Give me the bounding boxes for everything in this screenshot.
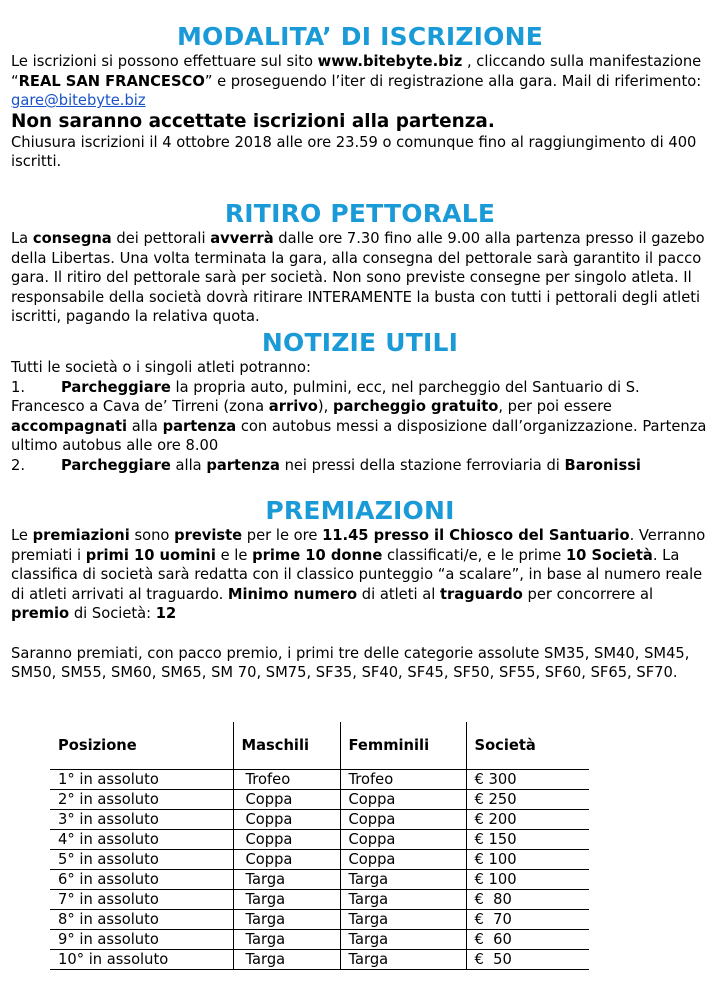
section-title-notizie: NOTIZIE UTILI — [261, 328, 459, 357]
prize-table — [50, 722, 589, 970]
cell-societa: € 300 — [466, 770, 589, 790]
column-header-posizione: Posizione — [50, 722, 233, 770]
cell-posizione: 4° in assoluto — [50, 830, 233, 850]
text: alla — [170, 456, 207, 474]
item-number: 2. — [11, 456, 26, 474]
cell-maschili: Targa — [233, 870, 340, 890]
cell-posizione: 3° in assoluto — [50, 810, 233, 830]
text: , per poi essere — [498, 398, 612, 416]
cell-posizione: 6° in assoluto — [50, 870, 233, 890]
cell-femminili: Coppa — [340, 810, 466, 830]
table-row — [50, 850, 589, 870]
bold-text: primi 10 uomini — [85, 546, 216, 564]
section-title-ritiro: RITIRO PETTORALE — [224, 199, 496, 228]
column-header-maschili: Maschili — [233, 722, 340, 770]
bold-text: traguardo — [439, 585, 523, 603]
email-link[interactable]: gare@bitebyte.biz — [11, 92, 146, 110]
table-row — [50, 830, 589, 850]
cell-maschili: Coppa — [233, 790, 340, 810]
bold-text: Parcheggiare — [61, 378, 171, 396]
text: dalle ore 7.30 fino alle 9.00 alla partenza presso il gazebo della Libertas. Una volta terminata la gara, alla consegna del pettorale sarà garantito il pacco gara. Il ritiro del pettorale sarà per società. Non sono previste consegne per singolo atleta. Il responsabile della società dovrà ritirare INTERAMENTE la busta con tutti i pettorali degli atleti iscritti, pagando la relativa quota. — [11, 230, 705, 326]
bold-text: premiazioni — [32, 527, 130, 544]
bold-text: 12 — [155, 605, 177, 623]
table-row — [50, 930, 589, 950]
cell-femminili: Coppa — [340, 790, 466, 810]
text: sono — [129, 527, 175, 544]
cell-maschili: Coppa — [233, 830, 340, 850]
cell-femminili: Coppa — [340, 830, 466, 850]
text: per concorrere al — [522, 585, 654, 603]
bold-text: parcheggio gratuito — [332, 398, 499, 416]
table-row — [50, 870, 589, 890]
text: per le ore — [242, 527, 323, 544]
bold-text: previste — [174, 527, 243, 544]
closing-paragraph: Chiusura iscrizioni il 4 ottobre 2018 alle ore 23.59 o comunque fino al raggiungimento di 400 iscritti. — [11, 133, 697, 171]
text: di Società: — [69, 605, 156, 623]
cell-societa: € 100 — [466, 850, 589, 870]
text: dei pettorali — [111, 230, 211, 247]
bold-text: Minimo numero — [227, 585, 358, 603]
warning-text: Non saranno accettate iscrizioni alla partenza. — [11, 110, 495, 132]
table-row — [50, 810, 589, 830]
table-row — [50, 910, 589, 930]
text: Le — [11, 527, 33, 544]
cell-posizione: 10° in assoluto — [50, 950, 233, 970]
bold-text: arrivo — [268, 398, 318, 416]
notizie-item-1 — [0, 378, 720, 456]
cell-posizione: 2° in assoluto — [50, 790, 233, 810]
prize-table-body — [50, 770, 589, 970]
event-name: REAL SAN FRANCESCO — [18, 72, 205, 90]
bold-text: Baronissi — [564, 456, 641, 474]
section-premiazioni — [0, 496, 720, 683]
column-header-societa: Società — [474, 737, 536, 754]
categories-paragraph: Saranno premiati, con pacco premio, i primi tre delle categorie assolute SM35, SM40, SM45, SM50, SM55, SM60, SM65, SM 70, SM75, SF35, SF40, SF45, SF50, SF55, SF60, SF65, SF70. — [11, 644, 690, 682]
section-notizie — [0, 328, 720, 476]
text: La — [11, 230, 33, 247]
cell-femminili: Targa — [340, 890, 466, 910]
text: classificati/e, e le prime — [382, 546, 566, 564]
section-ritiro — [0, 199, 720, 327]
cell-posizione: 7° in assoluto — [50, 890, 233, 910]
notizie-item-2 — [0, 456, 720, 476]
table-row — [50, 890, 589, 910]
text: Le iscrizioni si possono effettuare sul sito — [11, 53, 318, 70]
cell-posizione: 8° in assoluto — [50, 910, 233, 930]
text: e le — [215, 546, 253, 564]
cell-femminili: Targa — [340, 870, 466, 890]
bold-text: Parcheggiare — [61, 456, 171, 474]
bold-text: 11.45 presso il Chiosco del Santuario — [322, 527, 630, 544]
text: . Verranno premiati i — [11, 527, 706, 564]
bold-text: 10 Società — [565, 546, 653, 564]
cell-posizione: 5° in assoluto — [50, 850, 233, 870]
cell-femminili: Targa — [340, 950, 466, 970]
cell-femminili: Targa — [340, 910, 466, 930]
text: , cliccando sulla manifestazione “ — [11, 53, 702, 90]
item-number: 1. — [11, 378, 26, 396]
bold-text: prime 10 donne — [252, 546, 383, 564]
cell-maschili: Targa — [233, 910, 340, 930]
text: nei pressi della stazione ferroviaria di — [279, 456, 565, 474]
text: di atleti al — [357, 585, 440, 603]
text: . La classifica di società sarà redatta con il classico punteggio “a scalare”, in base al numero reale di atleti arrivati al traguardo. — [11, 546, 703, 603]
ritiro-paragraph — [0, 229, 720, 327]
cell-societa: € 60 — [466, 930, 589, 950]
table-header-row — [50, 722, 589, 770]
cell-maschili: Targa — [233, 890, 340, 910]
cell-maschili: Coppa — [233, 810, 340, 830]
cell-maschili: Targa — [233, 950, 340, 970]
cell-societa: € 80 — [466, 890, 589, 910]
column-header-femminili: Femminili — [340, 722, 466, 770]
cell-posizione: 9° in assoluto — [50, 930, 233, 950]
section-title-modalita: MODALITA’ DI ISCRIZIONE — [176, 22, 544, 51]
bold-text: accompagnati — [11, 417, 128, 435]
text: la propria auto, pulmini, ecc, nel parcheggio del Santuario di S. Francesco a Cava de’ Tirreni (zona — [11, 378, 640, 416]
cell-societa: € 250 — [466, 790, 589, 810]
text: ), — [317, 398, 333, 416]
table-row — [50, 950, 589, 970]
table-row — [50, 770, 589, 790]
bold-text: partenza — [162, 417, 237, 435]
cell-societa: € 150 — [466, 830, 589, 850]
section-modalita — [0, 22, 720, 172]
cell-societa: € 200 — [466, 810, 589, 830]
cell-femminili: Trofeo — [340, 770, 466, 790]
cell-societa: € 50 — [466, 950, 589, 970]
cell-societa: € 100 — [466, 870, 589, 890]
text: alla — [127, 417, 163, 435]
bold-text: consegna — [32, 230, 112, 247]
site-name: www.bitebyte.biz — [317, 53, 463, 70]
premiazioni-paragraph — [0, 526, 720, 624]
text: ” e proseguendo l’iter di registrazione alla gara. Mail di riferimento: — [204, 72, 702, 90]
table-row — [50, 790, 589, 810]
bold-text: avverrà — [210, 230, 274, 247]
bold-text: premio — [11, 605, 70, 623]
bold-text: partenza — [206, 456, 280, 474]
section-title-premiazioni: PREMIAZIONI — [265, 496, 455, 525]
cell-maschili: Coppa — [233, 850, 340, 870]
cell-maschili: Targa — [233, 930, 340, 950]
cell-femminili: Coppa — [340, 850, 466, 870]
cell-maschili: Trofeo — [233, 770, 340, 790]
notizie-intro: Tutti le società o i singoli atleti potranno: — [11, 359, 311, 376]
cell-femminili: Targa — [340, 930, 466, 950]
cell-societa: € 70 — [466, 910, 589, 930]
text: con autobus messi a disposizione dall’organizzazione. Partenza ultimo autobus alle ore 8.00 — [11, 417, 707, 455]
modalita-paragraph — [0, 52, 720, 111]
cell-posizione: 1° in assoluto — [50, 770, 233, 790]
prize-table-wrapper — [50, 722, 589, 970]
